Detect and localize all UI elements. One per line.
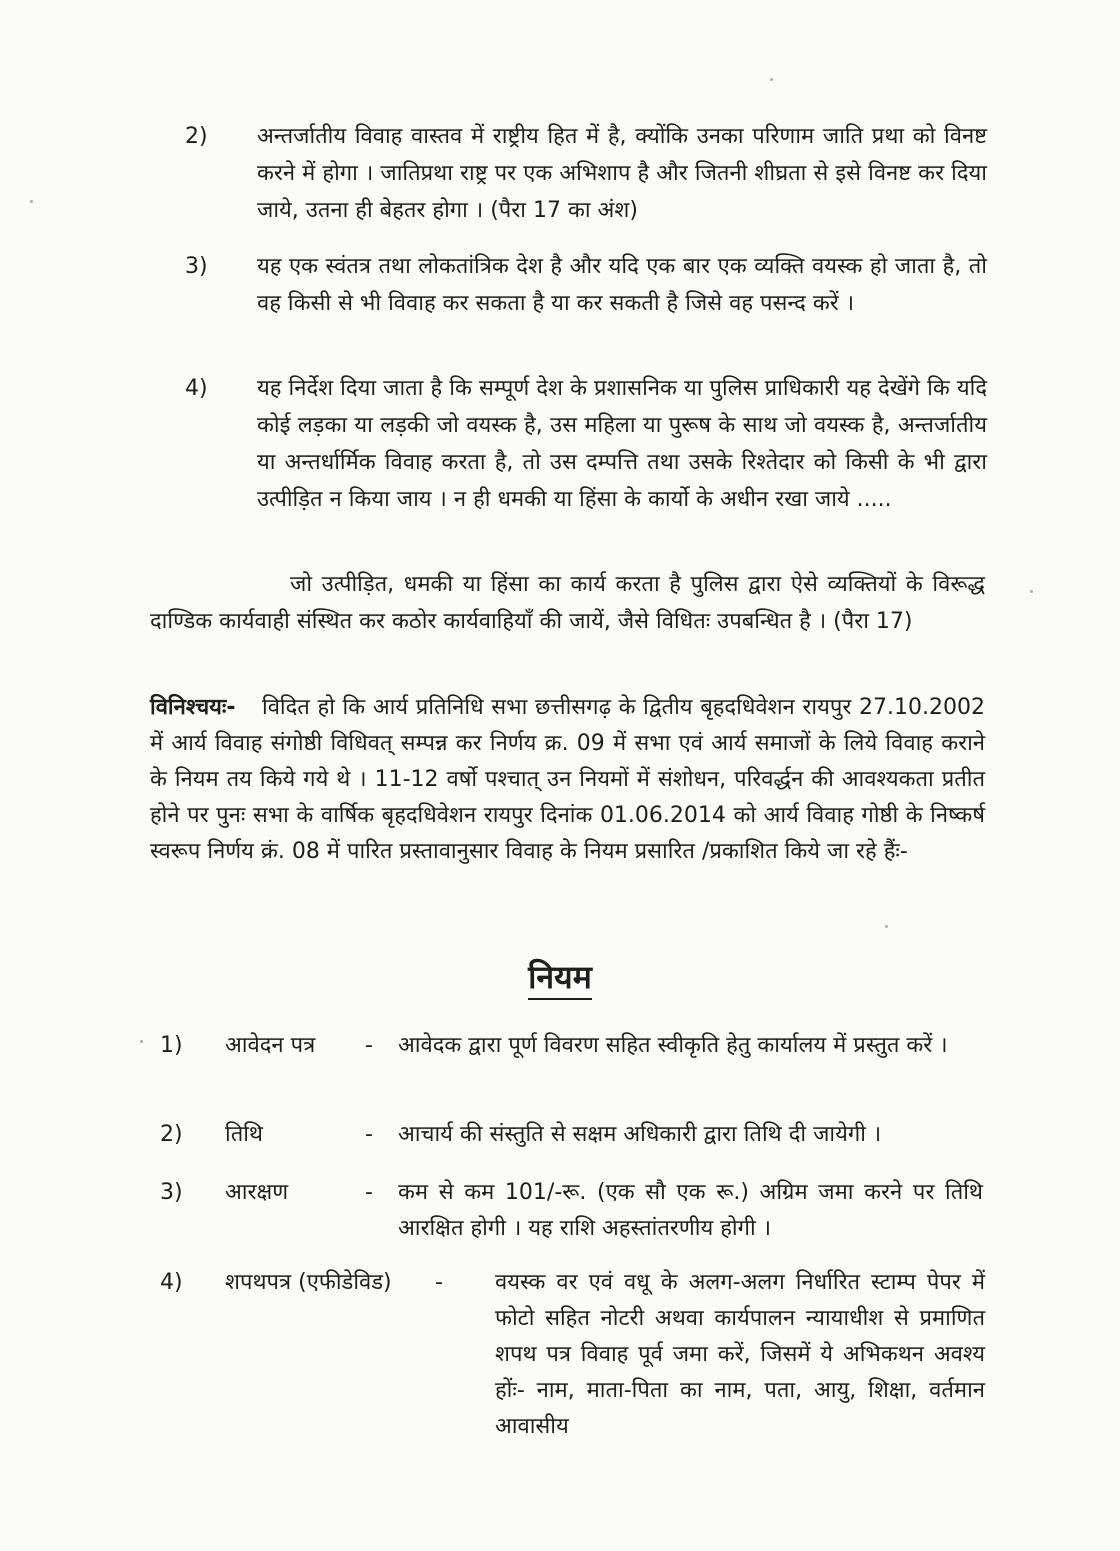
paragraph-number: 2) bbox=[185, 124, 208, 149]
rule-text: वयस्क वर एवं वधू के अलग-अलग निर्धारित स्टाम्प पेपर में फोटो सहित नोटरी अथवा कार्यपालन न्यायाधीश से प्रमाणित शपथ पत्र विवाह पूर्व जमा करें, जिसमें ये अभिकथन अवश्य होंः- नाम, माता-पिता का नाम, पता, आयु, शिक्षा, वर्तमान आवासीय bbox=[495, 1270, 985, 1439]
rule-number: 1) bbox=[160, 1033, 183, 1058]
rules-heading-text: नियम bbox=[528, 958, 592, 1000]
paragraph-text: यह एक स्वंतत्र तथा लोकतांत्रिक देश है और यदि एक बार एक व्यक्ति वयस्क हो जाता है, तो वह किसी से भी विवाह कर सकता है या कर सकती है जिसे वह पसन्द करें । bbox=[257, 254, 987, 316]
rule-number: 4) bbox=[160, 1270, 183, 1295]
rule-dash: - bbox=[365, 1122, 373, 1147]
rule-number: 3) bbox=[160, 1180, 183, 1205]
rule-dash: - bbox=[435, 1270, 443, 1295]
paragraph-text: अन्तर्जातीय विवाह वास्तव में राष्ट्रीय हित में है, क्योंकि उनका परिणाम जाति प्रथा को विनष्ट करने में होगा । जातिप्रथा राष्ट्र पर एक अभिशाप है और जितनी शीघ्रता से इसे विनष्ट कर दिया जाये, उतना ही बेहतर होगा । (पैरा 17 का अंश) bbox=[257, 124, 987, 223]
rule-number: 2) bbox=[160, 1122, 183, 1147]
paragraph-text: यह निर्देश दिया जाता है कि सम्पूर्ण देश के प्रशासनिक या पुलिस प्राधिकारी यह देखेंगे कि यदि कोई लड़का या लड़की जो वयस्क है, उस महिला या पुरूष के साथ जो वयस्क है, अन्तर्जातीय या अन्तर्धार्मिक विवाह करता है, तो उस दम्पत्ति तथा उसके रिश्तेदार को किसी के भी द्वारा उत्पीड़ित न किया जाय । न ही धमकी या हिंसा के कार्यो के अधीन रखा जाये ..... bbox=[257, 376, 987, 512]
scan-speck bbox=[140, 1040, 143, 1043]
rule-text: आवेदक द्वारा पूर्ण विवरण सहित स्वीकृति हेतु कार्यालय में प्रस्तुत करें । bbox=[398, 1033, 948, 1058]
paragraph-number: 4) bbox=[185, 376, 208, 401]
scan-speck bbox=[885, 925, 888, 928]
rule-text: आचार्य की संस्तुति से सक्षम अधिकारी द्वारा तिथि दी जायेगी । bbox=[398, 1122, 882, 1147]
paragraph-number: 3) bbox=[185, 254, 208, 279]
rule-name: तिथि bbox=[225, 1122, 263, 1147]
rule-dash: - bbox=[365, 1180, 373, 1205]
rules-heading bbox=[0, 955, 1120, 999]
rule-name: आवेदन पत्र bbox=[225, 1033, 316, 1058]
scan-speck bbox=[1030, 590, 1033, 593]
scan-speck bbox=[770, 78, 773, 81]
rule-name: शपथपत्र (एफीडेविड) bbox=[225, 1270, 392, 1295]
decision-label: विनिश्चयः- bbox=[150, 695, 236, 720]
rule-text: कम से कम 101/-रू. (एक सौ एक रू.) अग्रिम जमा करने पर तिथि आरक्षित होगी । यह राशि अहस्तांतरणीय होगी । bbox=[398, 1180, 983, 1241]
rule-name: आरक्षण bbox=[225, 1180, 289, 1205]
quote-conclusion: जो उत्पीड़ित, धमकी या हिंसा का कार्य करता है पुलिस द्वारा ऐसे व्यक्तियों के विरूद्ध दाण्डिक कार्यवाही संस्थित कर कठोर कार्यवाहियाँ की जायें, जैसे विधितः उपबन्धित है । (पैरा 17) bbox=[150, 572, 985, 634]
scan-speck bbox=[30, 200, 33, 203]
decision-text: विदित हो कि आर्य प्रतिनिधि सभा छत्तीसगढ़ के द्वितीय बृहदधिवेशन रायपुर 27.10.2002 में आर्य विवाह संगोष्ठी विधिवत् सम्पन्न कर निर्णय क्र. 09 में सभा एवं आर्य समाजों के लिये विवाह कराने के नियम तय किये गये थे । 11-12 वर्षो पश्चात् उन नियमों में संशोधन, परिवर्द्धन की आवश्यकता प्रतीत होने पर पुनः सभा के वार्षिक बृहदधिवेशन रायपुर दिनांक 01.06.2014 को आर्य विवाह गोष्ठी के निष्कर्ष स्वरूप निर्णय क्रं. 08 में पारित प्रस्तावानुसार विवाह के नियम प्रसारित /प्रकाशित किये जा रहे हैंः- bbox=[150, 695, 985, 864]
rule-dash: - bbox=[365, 1033, 373, 1058]
